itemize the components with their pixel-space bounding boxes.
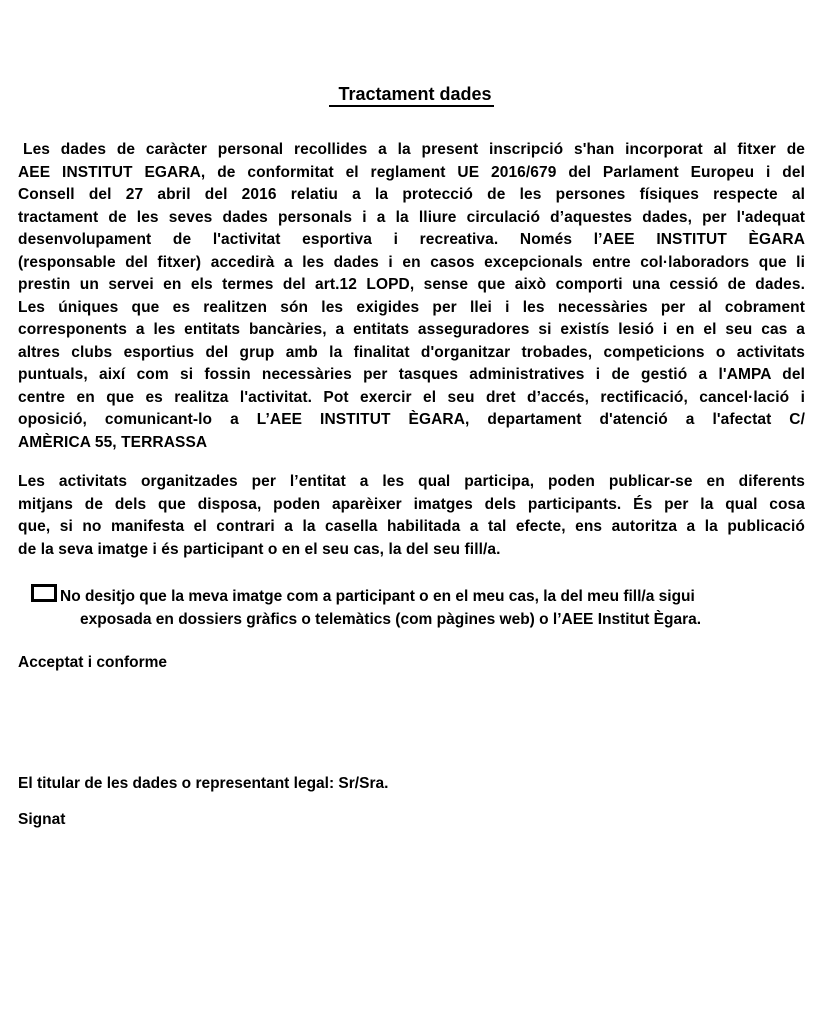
consent-checkbox[interactable] — [31, 584, 57, 602]
consent-checkbox-label — [60, 586, 805, 631]
signature-label: Signat — [18, 811, 66, 828]
data-holder-line: El titular de les dades o representant legal: Sr/Sra. — [18, 774, 389, 792]
text-line: puntuals, així com si fossin necessàries per tasques administratives i de gestió a l'AMPA del — [18, 366, 805, 383]
acceptance-statement: Acceptat i conforme — [18, 654, 168, 671]
image-optout-row — [18, 586, 805, 631]
text-line: tractament de les seves dades personals i a la lliure circulació d’aquestes dades, per l'adequat — [18, 208, 805, 226]
privacy-paragraph — [18, 139, 805, 454]
page-title-text: Tractament dades — [329, 84, 493, 107]
text-line: prestin un servei en els termes del art.12 LOPD, sense que això comporti una cessió de dades. — [18, 276, 805, 293]
text-line: Les activitats organitzades per l’entitat a les qual participa, poden publicar-se en diferents — [18, 473, 805, 490]
text-line: (responsable del fitxer) accedirà a les dades i en casos excepcionals entre col·laboradors que li — [18, 253, 805, 271]
text-line: corresponents a les entitats bancàries, a entitats asseguradores si existís lesió i en el seu cas a — [18, 321, 805, 338]
text-line: de la seva imatge i és participant o en el seu cas, la del seu fill/a. — [18, 540, 501, 558]
text-line: desenvolupament de l'activitat esportiva i recreativa. Només l’AEE INSTITUT ÈGARA — [18, 231, 805, 248]
text-line: AEE INSTITUT EGARA, de conformitat el reglament UE 2016/679 del Parlament Europeu i del — [18, 163, 805, 181]
text-line: AMÈRICA 55, TERRASSA — [18, 433, 208, 451]
text-line: altres clubs esportius del grup amb la finalitat d'organitzar trobades, competicions o activitats — [18, 343, 805, 361]
text-line: Les dades de caràcter personal recollides a la present inscripció s'han incorporat al fitxer de — [23, 141, 805, 158]
text-line: Les úniques que es realitzen són les exigides per llei i les necessàries per al cobrament — [18, 298, 805, 316]
image-rights-paragraph — [18, 471, 805, 561]
text-line: No desitjo que la meva imatge com a participant o en el meu cas, la del meu fill/a sigui — [60, 588, 695, 605]
text-line: oposició, comunicant-lo a L’AEE INSTITUT ÈGARA, departament d'atenció a l'afectat C/ — [18, 411, 805, 428]
text-line: mitjans de dels que disposa, poden aparèixer imatges dels participants. És per la qual cosa — [18, 495, 805, 513]
text-line: Consell del 27 abril del 2016 relatiu a la protecció de les persones físiques respecte al — [18, 186, 805, 203]
page-title — [18, 84, 805, 104]
text-line: que, si no manifesta el contrari a la casella habilitada a tal efecte, ens autoritza a la publicació — [18, 518, 805, 535]
text-line: centre en que es realitza l'activitat. Pot exercir el seu dret d’accés, rectificació, cancel·lació i — [18, 388, 805, 406]
text-line: exposada en dossiers gràfics o telemàtics (com pàgines web) o l’AEE Institut Ègara. — [80, 610, 702, 628]
